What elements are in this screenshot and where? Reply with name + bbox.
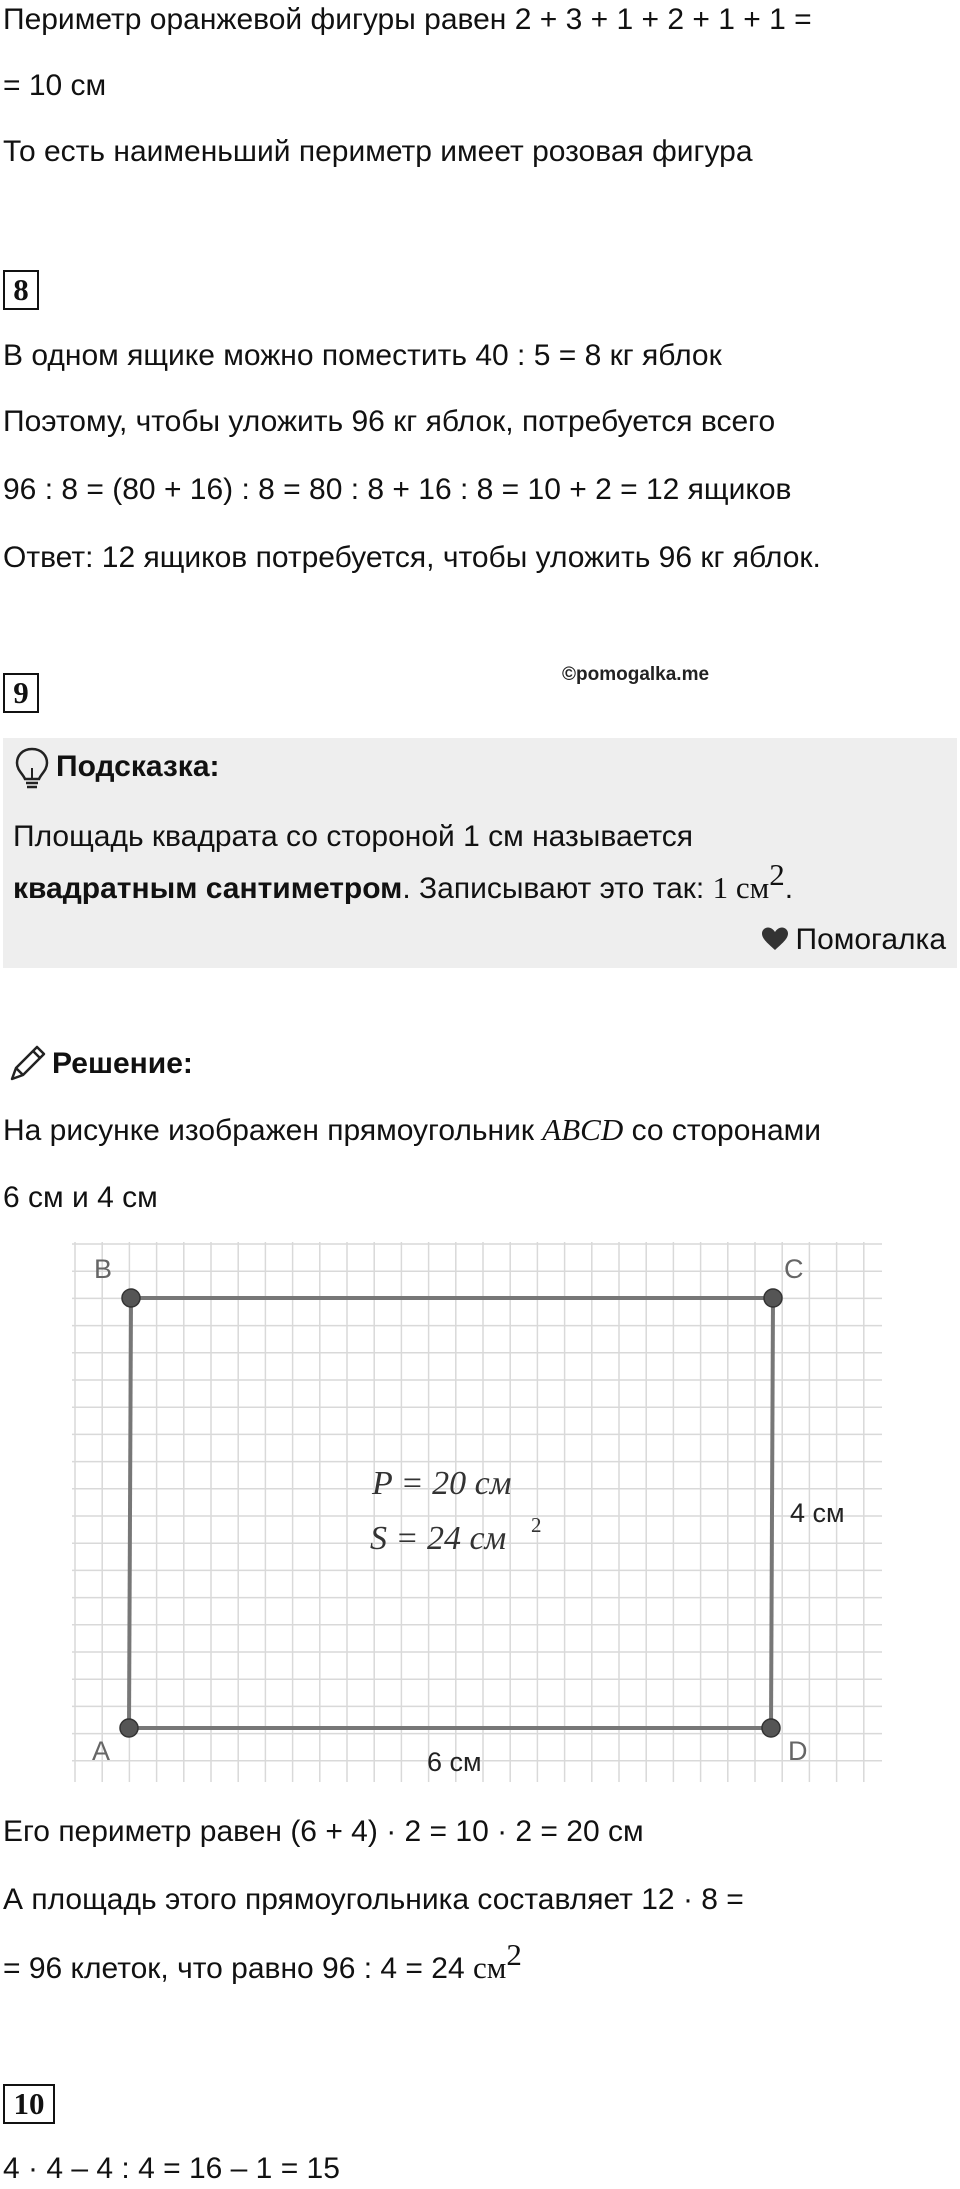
hint-bold-term: квадратным сантиметром	[13, 872, 403, 905]
area-exp: 2	[531, 1513, 542, 1537]
area-label: S = 24 см	[370, 1520, 507, 1557]
label-d: D	[788, 1736, 808, 1766]
label-b: B	[94, 1254, 113, 1284]
unit: см	[473, 1950, 507, 1985]
lightbulb-icon	[13, 746, 51, 792]
text-line: То есть наименьший периметр имеет розовая фигура	[3, 135, 753, 168]
text-line: А площадь этого прямоугольника составляет 12 · 8 =	[3, 1883, 744, 1916]
watermark: ©pomogalka.me	[562, 664, 710, 685]
perimeter-label: P = 20 см	[372, 1465, 512, 1502]
hint-title: Подсказка:	[56, 750, 220, 783]
text-part: На рисунке изображен прямоугольник	[3, 1114, 543, 1147]
text-line	[3, 1110, 821, 1151]
rectangle-figure	[72, 1242, 892, 1790]
hint-text-part: . Записывают это так:	[402, 872, 713, 905]
text-line: 96 : 8 = (80 + 16) : 8 = 80 : 8 + 16 : 8 = 10 + 2 = 12 ящиков	[3, 473, 792, 506]
hint-unit-exp: 2	[769, 857, 785, 892]
hint-period: .	[784, 872, 794, 905]
task-number: 9	[3, 673, 39, 713]
hint-text-line2	[13, 857, 794, 911]
hint-text: Площадь квадрата со стороной 1 см называется	[13, 820, 693, 853]
text-line: Периметр оранжевой фигуры равен 2 + 3 + 1 + 2 + 1 + 1 =	[3, 3, 812, 36]
text-line: Поэтому, чтобы уложить 96 кг яблок, потребуется всего	[3, 405, 776, 438]
text-line: Его периметр равен (6 + 4) · 2 = 10 · 2 = 20 см	[3, 1815, 644, 1848]
pencil-icon	[6, 1041, 50, 1085]
signature-text: Помогалка	[795, 923, 946, 956]
solution-title: Решение:	[52, 1047, 193, 1080]
vertex-a	[120, 1719, 138, 1737]
task-number: 8	[3, 270, 39, 310]
label-c: C	[784, 1254, 804, 1284]
unit-exp: 2	[506, 1937, 522, 1972]
text-line: В одном ящике можно поместить 40 : 5 = 8 кг яблок	[3, 339, 722, 372]
side-cd	[771, 1298, 773, 1728]
label-side-bottom: 6 см	[427, 1747, 482, 1777]
math-abcd: ABCD	[542, 1112, 624, 1147]
text-line: 4 · 4 – 4 : 4 = 16 – 1 = 15	[3, 2152, 340, 2185]
side-ab	[129, 1298, 131, 1728]
vertex-b	[122, 1289, 140, 1307]
text-line: Ответ: 12 ящиков потребуется, чтобы уложить 96 кг яблок.	[3, 541, 821, 574]
text-line: = 10 см	[3, 69, 107, 102]
hint-unit: 1 см	[712, 870, 770, 905]
text-line	[3, 1937, 522, 1989]
text-part: со сторонами	[623, 1114, 822, 1147]
grid	[72, 1242, 882, 1782]
vertex-d	[762, 1719, 780, 1737]
vertex-c	[764, 1289, 782, 1307]
hint-signature	[760, 918, 947, 962]
heart-icon	[760, 926, 790, 952]
label-a: A	[92, 1736, 111, 1766]
text-line: 6 см и 4 см	[3, 1181, 158, 1214]
task-number: 10	[3, 2084, 55, 2124]
text-part: = 96 клеток, что равно 96 : 4 = 24	[3, 1952, 473, 1985]
label-side-right: 4 см	[790, 1498, 845, 1528]
